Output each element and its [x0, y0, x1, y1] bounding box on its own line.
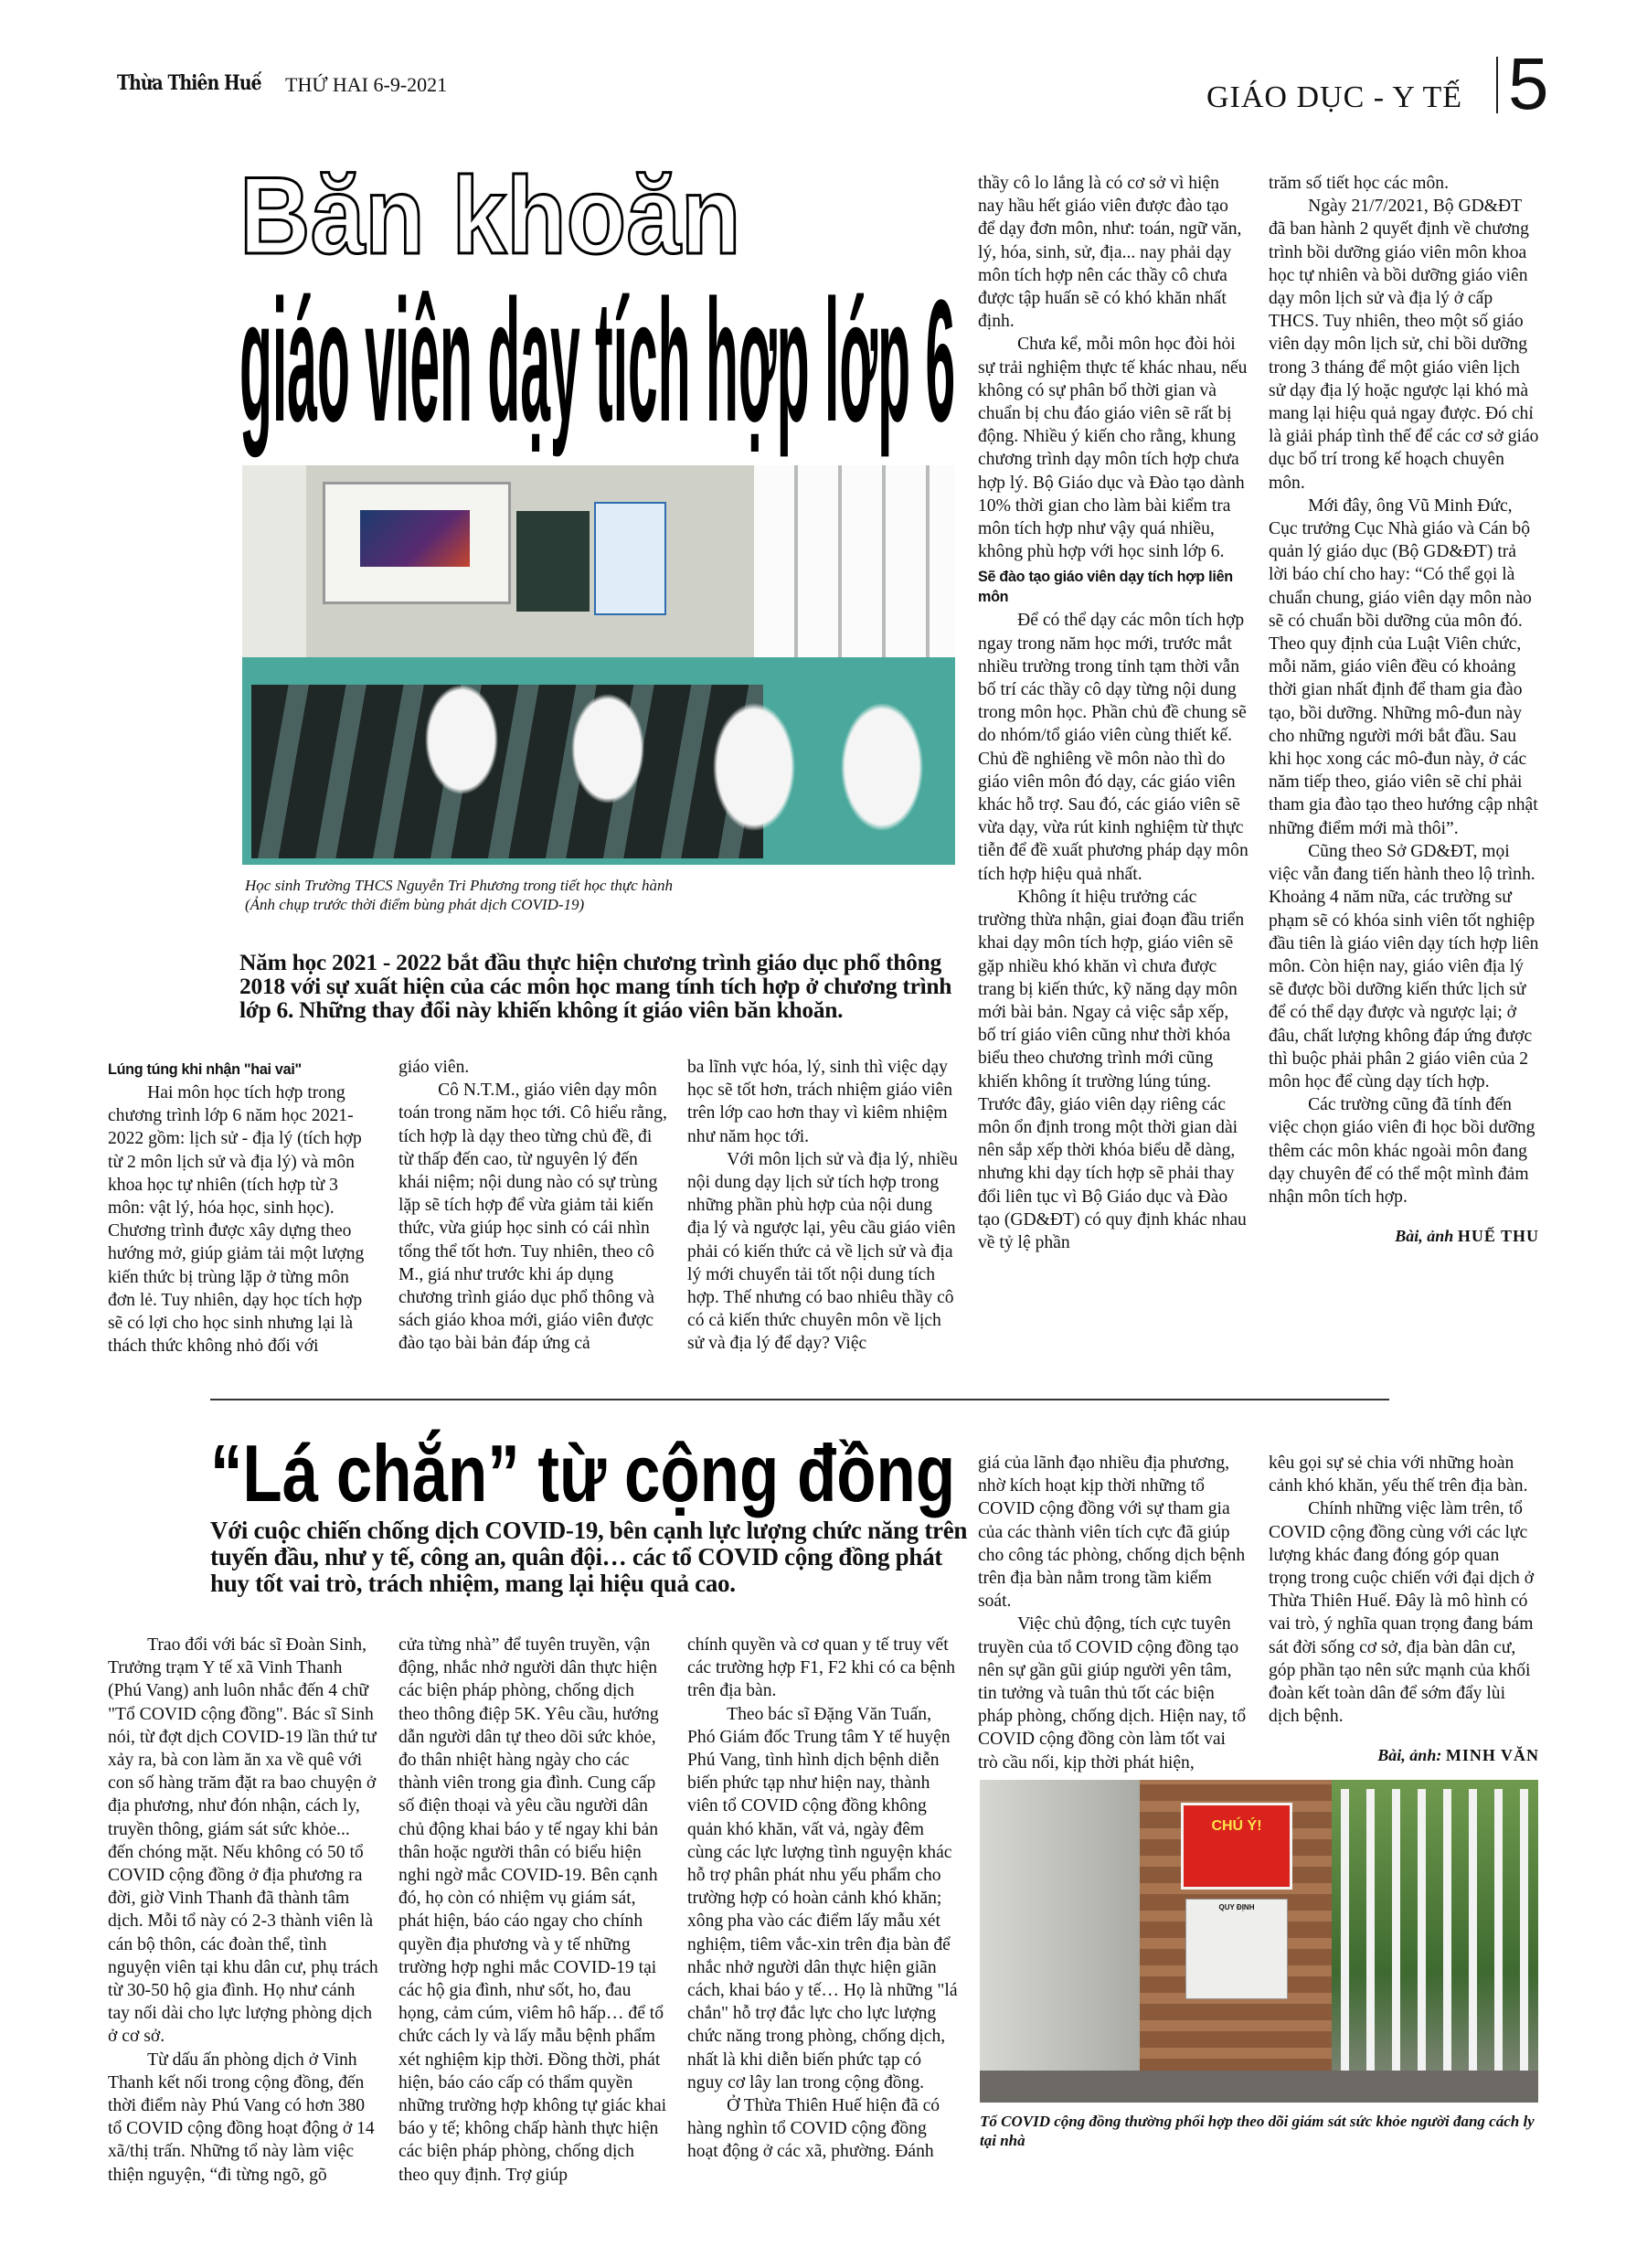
paragraph: Chưa kể, mỗi môn học đòi hỏi sự trải nghiệm thực tế khác nhau, nếu không có sự phân bổ thời gian và chuẩn bị chu đáo giáo viên sẽ rất bị động. Nhiều ý kiến cho rằng, khung chương trình dạy môn tích hợp chưa hợp lý. Bộ Giáo dục và Đào tạo dành 10% thời gian cho làm bài kiểm tra môn tích hợp như vậy quá nhiều, không phù hợp với học sinh lớp 6. [978, 335, 1248, 562]
paragraph: Từ dấu ấn phòng dịch ở Vinh Thanh kết nối trong cộng đồng, đến thời điểm này Phú Vang có hơn 380 tổ COVID cộng đồng hoạt động ở 14 xã/thị trấn. Những tổ này làm việc thiện nguyện, “đi từng ngõ, gõ [108, 2050, 375, 2185]
page-number: 5 [1508, 43, 1549, 124]
section-title: GIÁO DỤC - Y TẾ [1206, 80, 1463, 114]
headline-line1: Băn khoăn [239, 154, 741, 277]
byline-author: HUẾ THU [1457, 1227, 1539, 1246]
paragraph: Cũng theo Sở GD&ĐT, mọi việc vẫn đang tiến hành theo lộ trình. Khoảng 4 năm nữa, các trường sư phạm sẽ có khóa sinh viên tốt nghiệp đầu tiên là giáo viên dạy tích hợp liên môn. Còn hiện nay, giáo viên địa lý sẽ được bồi dưỡng kiến thức lịch sử để có thể dạy được và ngược lại; ở đâu, chất lượng không đáp ứng được thì buộc phải phân 2 giáo viên của 2 môn học để cùng dạy tích hợp. [1269, 841, 1539, 1091]
warning-sign-heading: CHÚ Ý! [1211, 1818, 1262, 1834]
paragraph: Hai môn học tích hợp trong chương trình lớp 6 năm học 2021-2022 gồm: lịch sử - địa lý (tích hợp từ 2 môn lịch sử và địa lý) và môn khoa học tự nhiên (tích hợp từ 3 môn: vật lý, hóa học, sinh học). Chương trình được xây dựng theo hướng mở, giúp giảm tải một lượng kiến thức bị trùng lặp ở từng môn đơn lẻ. Tuy nhiên, dạy học tích hợp sẽ có lợi cho học sinh nhưng lại là thách thức không nhỏ đối với [108, 1083, 365, 1357]
paragraph: Các trường cũng đã tính đến việc chọn giáo viên đi học bồi dưỡng thêm các môn khác ngoài môn đang dạy chuyên để có thể một mình đảm nhận môn tích hợp. [1269, 1095, 1535, 1207]
article2-byline [1269, 1744, 1539, 1767]
paragraph: Chính những việc làm trên, tổ COVID cộng đồng cùng với các lực lượng khác đang đóng góp quan trọng trong cuộc chiến với đại dịch ở Thừa Thiên Huế. Đây là mô hình có vai trò, ý nghĩa quan trọng đang bám sát đời sống cơ sở, địa bàn dân cư, góp phần tạo nên sức mạnh của khối đoàn kết toàn dân để sớm đẩy lùi dịch bệnh. [1269, 1499, 1535, 1727]
caption-line1: Học sinh Trường THCS Nguyễn Tri Phương trong tiết học thực hành [245, 877, 673, 894]
paragraph: ba lĩnh vực hóa, lý, sinh thì việc dạy học sẽ tốt hơn, trách nhiệm giáo viên trên lớp cao hơn thay vì kiêm nhiệm như năm học tới. [687, 1058, 953, 1146]
shutter-wall [980, 1780, 1144, 2103]
caption-line2: (Ảnh chụp trước thời điểm bùng phát dịch COVID-19) [245, 896, 585, 913]
windows [754, 465, 955, 657]
header-divider [1496, 57, 1498, 113]
paragraph: Việc chủ động, tích cực tuyên truyền của tổ COVID cộng đồng tạo nên sự gần gũi giúp người yên tâm, tin tưởng và tuân thủ tốt các biện pháp phòng, chống dịch. Hiện nay, tổ COVID cộng đồng còn làm tốt vai trò cầu nối, kịp thời phát hiện, [978, 1614, 1247, 1773]
paragraph: trăm số tiết học các môn. [1269, 174, 1449, 193]
byline-prefix: Bài, ảnh: [1377, 1746, 1442, 1765]
article1-column-3 [687, 1056, 958, 1356]
column-body [1269, 172, 1539, 1209]
article1-column-1 [108, 1056, 378, 1358]
paragraph: thầy cô lo lắng là có cơ sở vì hiện nay hầu hết giáo viên được đào tạo để dạy đơn môn, như: toán, ngữ văn, lý, hóa, sinh, sử, địa... nay phải dạy môn tích hợp nên các thầy cô chưa được tập huấn sẽ có khó khăn nhất định. [978, 174, 1242, 332]
article2-headline: “Lá chắn” từ cộng đồng [210, 1428, 956, 1518]
article1-column-5 [1269, 172, 1539, 1248]
headline-line2: giáo viên dạy tích hợp lớp 6 [239, 264, 956, 458]
paragraph: Với môn lịch sử và địa lý, nhiều nội dung dạy lịch sử tích hợp trong những phần phù hợp của nội dung địa lý và ngược lại, yêu cầu giáo viên phải có kiến thức cả về lịch sử và địa lý mới chuyển tải tốt nội dung tích hợp. Thế nhưng có bao nhiêu thầy cô có cả kiến thức chuyên môn về lịch sử và địa lý để dạy? Việc [687, 1149, 958, 1354]
photo-caption [245, 876, 958, 914]
newspaper-name: Thừa Thiên Huế [117, 71, 261, 95]
article1-lede: Năm học 2021 - 2022 bắt đầu thực hiện chương trình giáo dục phổ thông 2018 với sự xuất hiện của các môn học mang tính tích hợp ở chương trình lớp 6. Những thay đổi này khiến không ít giáo viên băn khoăn. [239, 949, 952, 1023]
warning-sign [1181, 1803, 1292, 1890]
article2-column-1 [108, 1634, 378, 2187]
column-body [1269, 1452, 1539, 1728]
paragraph: giáo viên. [398, 1058, 470, 1077]
article1-column-2 [398, 1056, 669, 1356]
article-divider [210, 1399, 1389, 1400]
poster [594, 502, 666, 615]
paragraph: chính quyền và cơ quan y tế truy vết các trường hợp F1, F2 khi có ca bệnh trên địa bàn. [687, 1635, 956, 1701]
paragraph: Cô N.T.M., giáo viên dạy môn toán trong năm học tới. Cô hiểu rằng, tích hợp là dạy theo từng chủ đề, đi từ thấp đến cao, từ nguyên lý đến khái niệm; nội dung nào có sự trùng lặp sẽ tích hợp để vừa giảm tải kiến thức, vừa giúp học sinh có cái nhìn tổng thể tốt hơn. Tuy nhiên, theo cô M., giá như trước khi áp dụng chương trình giáo dục phổ thông và sách giáo khoa mới, giáo viên được đào tạo bài bản đáp ứng cả [398, 1081, 667, 1354]
article2-column-3 [687, 1634, 958, 2164]
article1-column-4 [978, 172, 1249, 1254]
notice-heading: QUY ĐỊNH [1218, 1903, 1255, 1911]
paragraph: Ở Thừa Thiên Huế hiện đã có hàng nghìn tổ COVID cộng đồng hoạt động ở các xã, phường. Đánh [687, 2096, 940, 2162]
white-fence [1341, 1789, 1538, 2103]
projected-image [360, 510, 470, 567]
article2-column-2 [398, 1634, 669, 2187]
classroom-photo [242, 465, 955, 865]
paragraph: giá của lãnh đạo nhiều địa phương, nhờ kích hoạt kịp thời những tổ COVID cộng đồng với sự tham gia của các thành viên tích cực đã giúp cho công tác phòng, chống dịch bệnh trên địa bàn nằm trong tầm kiểm soát. [978, 1453, 1246, 1612]
paragraph: cửa từng nhà” để tuyên truyền, vận động, nhắc nhở người dân thực hiện các biện pháp phòng, chống dịch theo thông điệp 5K. Yêu cầu, hướng dẫn người dân tự theo dõi sức khỏe, đo thân nhiệt hàng ngày cho các thành viên trong gia đình. Cung cấp số điện thoại và yêu cầu người dân chủ động khai báo y tế ngay khi bản thân hoặc người thân có biểu hiện nghi ngờ mắc COVID-19. Bên cạnh đó, họ còn có nhiệm vụ giám sát, phát hiện, báo cáo ngay cho chính quyền địa phương và y tế những trường hợp nghi mắc COVID-19 tại các hộ gia đình, như sốt, ho, đau họng, cảm cúm, viêm hô hấp… để tổ chức cách ly và lấy mẫu bệnh phẩm xét nghiệm kịp thời. Đồng thời, phát hiện, báo cáo cấp có thẩm quyền những trường hợp không tự giác khai báo y tế; không chấp hành thực hiện các biện pháp phòng, chống dịch theo quy định. Trợ giúp [398, 1635, 667, 2185]
covid-notice-photo [980, 1780, 1538, 2103]
article2-lede: Với cuộc chiến chống dịch COVID-19, bên cạnh lực lượng chức năng trên tuyến đầu, như y tế, công an, quân đội… các tổ COVID cộng đồng phát huy tốt vai trò, trách nhiệm, mang lại hiệu quả cao. [210, 1517, 968, 1597]
section-subheading: Lúng túng khi nhận "hai vai" [108, 1060, 302, 1078]
paragraph: Trao đổi với bác sĩ Đoàn Sinh, Trưởng trạm Y tế xã Vinh Thanh (Phú Vang) anh luôn nhắc đến 4 chữ "Tổ COVID cộng đồng". Bác sĩ Sinh nói, từ đợt dịch COVID-19 lần thứ tư xảy ra, bà con làm ăn xa về quê với con số hàng trăm đặt ra bao chuyện ở địa phương, như đón nhận, cách ly, truyền thông, giám sát sức khỏe... đến chóng mặt. Nếu không có 50 tổ COVID cộng đồng ở địa phương ra đời, giờ Vinh Thanh đã thành tâm dịch. Mỗi tổ này có 2-3 thành viên là cán bộ thôn, các đoàn thể, tình nguyện viên tại khu dân cư, phụ trách từ 30-50 hộ gia đình. Họ như cánh tay nối dài cho lực lượng phòng dịch ở cơ sở. [108, 1635, 378, 2047]
paragraph: kêu gọi sự sẻ chia với những hoàn cảnh khó khăn, yếu thế trên địa bàn. [1269, 1453, 1528, 1496]
byline-prefix: Bài, ảnh [1395, 1227, 1454, 1246]
photo-wall-left [242, 465, 306, 666]
paragraph: Theo bác sĩ Đặng Văn Tuấn, Phó Giám đốc Trung tâm Y tế huyện Phú Vang, tình hình dịch bệnh diễn biến phức tạp như hiện nay, thành viên tổ COVID cộng đồng không quản khó khăn, vất vả, ngày đêm cùng các lực lượng tình nguyện khác hỗ trợ phân phát nhu yếu phẩm cho trường hợp có hoàn cảnh khó khăn; xông pha vào các điểm lấy mẫu xét nghiệm, tiêm vắc-xin trên địa bàn để nhắc nhở người dân thực hiện giãn cách, khai báo y tế… Họ là những "lá chắn" hỗ trợ đắc lực cho lực lượng chức năng trong phòng, chống dịch, nhất là khi diễn biến phức tạp có nguy cơ lây lan trong cộng đồng. [687, 1704, 958, 2092]
article1-byline [1269, 1225, 1539, 1248]
article2-column-5 [1269, 1452, 1539, 1768]
regulation-notice [1185, 1899, 1288, 1999]
projector-screen [323, 482, 511, 604]
paragraph: Ngày 21/7/2021, Bộ GD&ĐT đã ban hành 2 quyết định về chương trình bồi dưỡng giáo viên môn khoa học tự nhiên và bồi dưỡng giáo viên dạy môn lịch sử và địa lý ở cấp THCS. Tuy nhiên, theo một số giáo viên dạy môn lịch sử, chỉ bồi dưỡng trong 3 tháng để một giáo viên lịch sử dạy địa lý hoặc ngược lại khó mà mang lại hiệu quả ngay được. Đó chỉ là giải pháp tình thế để các cơ sở giáo dục bố trí trong kế hoạch chuyên môn. [1269, 197, 1539, 493]
students [407, 666, 955, 849]
blackboard [516, 511, 590, 612]
paragraph: Mới đây, ông Vũ Minh Đức, Cục trưởng Cục Nhà giáo và Cán bộ quản lý giáo dục (Bộ GD&ĐT) trả lời báo chí cho hay: “Có thể gọi là chuẩn chung, giáo viên dạy môn nào sẽ có chuẩn bồi dưỡng của môn đó. Theo quy định của Luật Viên chức, mỗi năm, giáo viên đều có khoảng thời gian nhất định để tham gia đào tạo, bồi dưỡng. Những mô-đun này cho những người mới bắt đầu. Sau khi học xong các mô-đun này, ở các năm tiếp theo, giáo viên sẽ chỉ phải tham gia đào tạo theo hướng cập nhật những điểm mới mà thôi”. [1269, 495, 1538, 838]
article2-column-4 [978, 1452, 1249, 1774]
section-subheading: Sẽ đào tạo giáo viên dạy tích hợp liên môn [978, 568, 1233, 606]
byline-author: MINH VĂN [1445, 1746, 1539, 1765]
paragraph: Không ít hiệu trưởng các trường thừa nhận, giai đoạn đầu triển khai dạy môn tích hợp, giáo viên sẽ gặp nhiều khó khăn vì chưa được trang bị kiến thức, kỹ năng dạy môn mới bài bản. Ngay cả việc sắp xếp, bố trí giáo viên cũng như thời khóa biểu theo chương trình mới cũng khiến không ít trường lúng túng. Trước đây, giáo viên dạy riêng các môn ổn định trong một thời gian dài nên sắp xếp thời khóa biểu dễ dàng, nhưng khi dạy tích hợp sẽ phải thay đổi liên tục vì Bộ Giáo dục và Đào tạo (GD&ĐT) có quy định khác nhau về tỷ lệ phần [978, 887, 1247, 1252]
ground [980, 2071, 1538, 2103]
photo-caption: Tổ COVID cộng đồng thường phối hợp theo dõi giám sát sức khỏe người đang cách ly tại nhà [980, 2113, 1535, 2149]
issue-date: THỨ HAI 6-9-2021 [285, 73, 448, 96]
paragraph: Để có thể dạy các môn tích hợp ngay trong năm học mới, trước mắt nhiều trường trong tỉnh tạm thời vẫn bố trí các thầy cô dạy từng nội dung trong môn học. Phần chủ đề chung sẽ do nhóm/tổ giáo viên cùng thiết kế. Chủ đề nghiêng về môn nào thì do giáo viên môn đó dạy, các giáo viên khác hỗ trợ. Sau đó, các giáo viên sẽ vừa dạy, vừa rút kinh nghiệm từ thực tiễn để đề xuất phương pháp dạy môn tích hợp hiệu quả nhất. [978, 611, 1249, 884]
